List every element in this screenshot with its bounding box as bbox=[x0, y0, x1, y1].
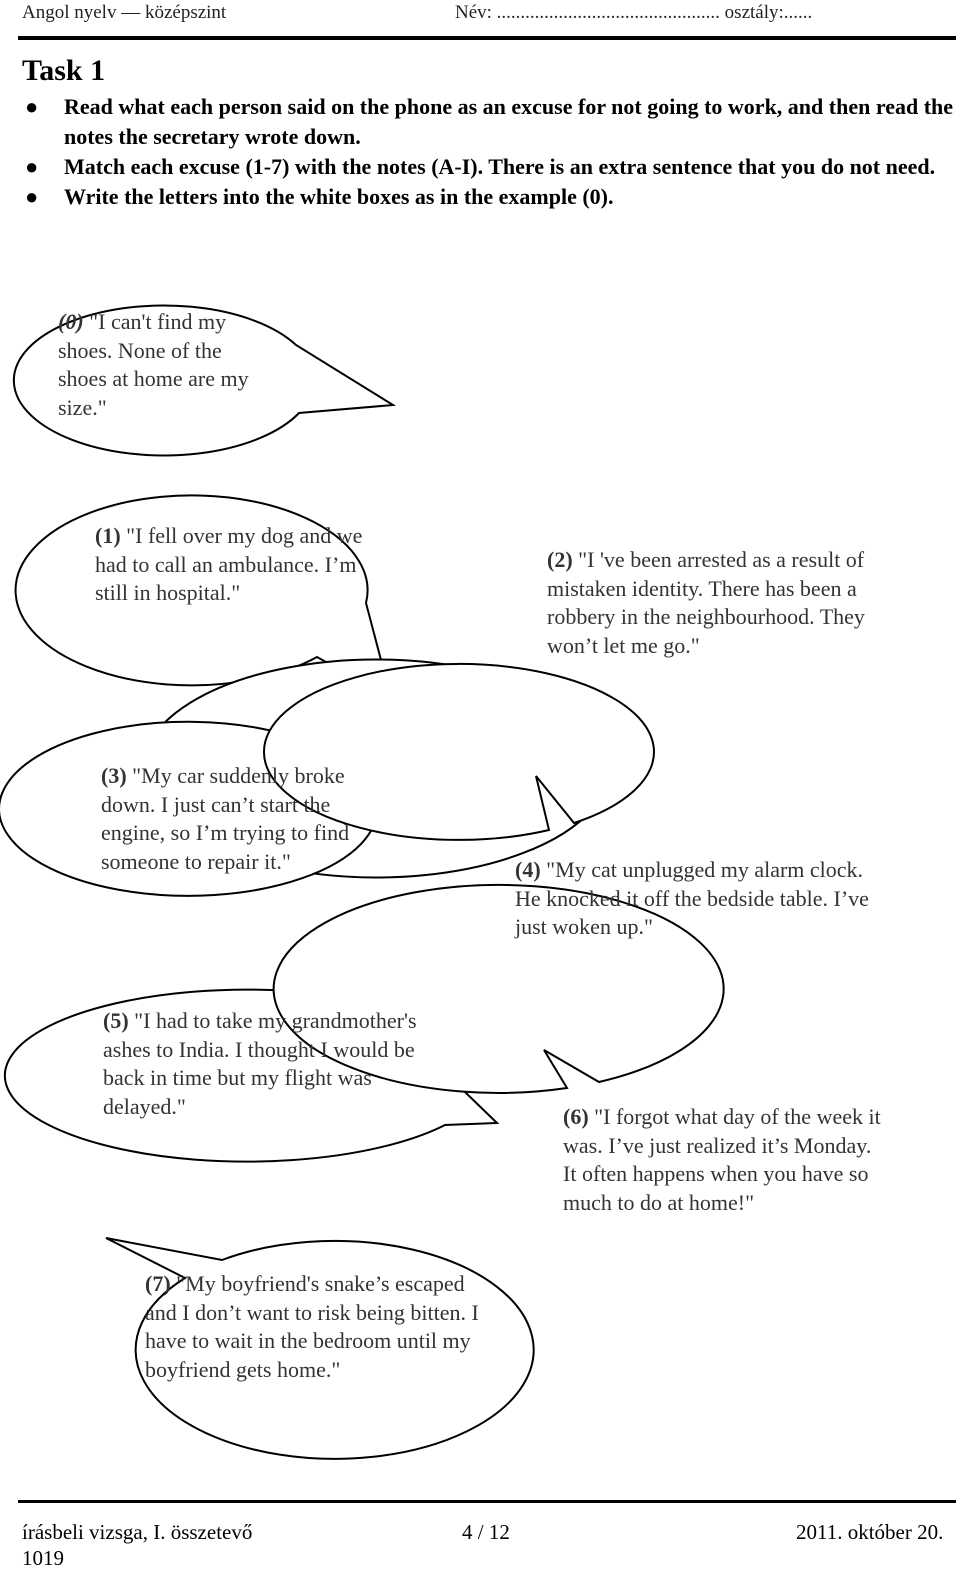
task-title: Task 1 bbox=[22, 54, 106, 87]
bubble-text: "I forgot what day of the week it was. I’ve just realized it’s Monday. It often happens when you have so much to do at home!" bbox=[563, 1104, 881, 1215]
bubble-text: "My boyfriend's snake’s escaped and I don’t want to risk being bitten. I have to wait in the bedroom until my boyfriend gets home." bbox=[145, 1271, 479, 1382]
footer-exam-code: 1019 bbox=[22, 1546, 64, 1570]
speech-bubble-1 bbox=[95, 522, 385, 608]
footer-divider bbox=[18, 1500, 956, 1503]
speech-bubble-3 bbox=[101, 762, 396, 876]
footer-date: 2011. október 20. bbox=[796, 1520, 944, 1544]
bullet-icon: ● bbox=[25, 154, 39, 179]
bubble-text: "I fell over my dog and we had to call an ambulance. I’m still in hospital." bbox=[95, 523, 363, 606]
bubble-number: (0) bbox=[58, 309, 84, 334]
bubble-number: (7) bbox=[145, 1271, 171, 1296]
speech-bubble-6 bbox=[563, 1103, 883, 1217]
speech-bubble-2 bbox=[547, 546, 892, 660]
bubble-number: (5) bbox=[103, 1008, 129, 1033]
bubble-text: "My car suddenly broke down. I just can’t start the engine, so I’m trying to find someone to repair it." bbox=[101, 763, 350, 874]
instruction-item: ● Match each excuse (1-7) with the notes (A-I). There is an extra sentence that you do not need. bbox=[22, 152, 958, 182]
header-subject: Angol nyelv — középszint bbox=[22, 2, 227, 23]
speech-bubble-7 bbox=[145, 1270, 490, 1384]
bubble-text: "My cat unplugged my alarm clock. He knocked it off the bedside table. I’ve just woken up." bbox=[515, 857, 869, 940]
bubble-number: (3) bbox=[101, 763, 127, 788]
header-name-class-field: Név: ............................................... osztály:...... bbox=[455, 2, 813, 23]
bubble-number: (4) bbox=[515, 857, 541, 882]
footer-page-number: 4 / 12 bbox=[462, 1520, 510, 1544]
speech-bubble-0 bbox=[58, 308, 268, 422]
instruction-item: ● Write the letters into the white boxes as in the example (0). bbox=[22, 182, 958, 212]
footer-exam-part: írásbeli vizsga, I. összetevő bbox=[22, 1520, 253, 1544]
speech-bubble-4 bbox=[515, 856, 885, 942]
bubble-number: (2) bbox=[547, 547, 573, 572]
bubble-text: "I can't find my shoes. None of the shoes at home are my size." bbox=[58, 309, 249, 420]
bubble-text: "I 've been arrested as a result of mistaken identity. There has been a robbery in the neighbourhood. They won’t let me go." bbox=[547, 547, 865, 658]
speech-bubble-5 bbox=[103, 1007, 443, 1121]
bubble-number: (1) bbox=[95, 523, 121, 548]
bullet-icon: ● bbox=[25, 184, 39, 209]
bubble-text: "I had to take my grandmother's ashes to India. I thought I would be back in time but my flight was delayed." bbox=[103, 1008, 417, 1119]
instruction-item: ● Read what each person said on the phone as an excuse for not going to work, and then read the notes the secretary wrote down. bbox=[25, 94, 954, 149]
bullet-icon: ● bbox=[25, 94, 39, 119]
bubble-number: (6) bbox=[563, 1104, 589, 1129]
